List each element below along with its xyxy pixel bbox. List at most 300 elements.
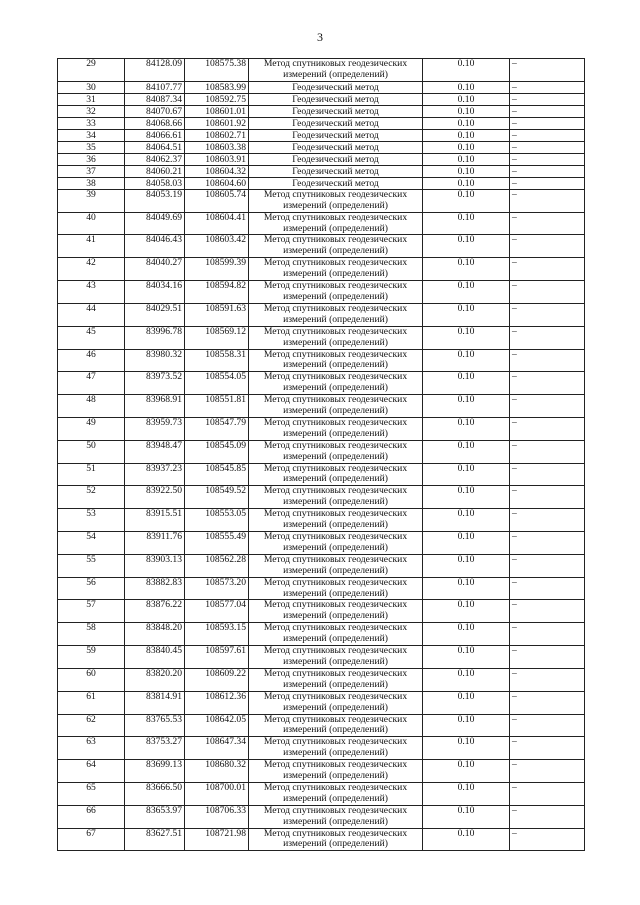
accuracy-cell: 0.10 — [423, 59, 510, 82]
y-coordinate-cell: 108553.05 — [185, 509, 249, 532]
method-line: Метод спутниковых геодезических — [263, 463, 408, 474]
method-line: Метод спутниковых геодезических — [263, 714, 408, 725]
point-number-cell: 54 — [58, 532, 125, 555]
description-cell: – — [510, 372, 585, 395]
x-coordinate-cell: 84066.61 — [125, 129, 185, 141]
description-cell: – — [510, 417, 585, 440]
x-coordinate-cell: 83814.91 — [125, 691, 185, 714]
x-coordinate-cell: 84062.37 — [125, 153, 185, 165]
method-cell — [249, 177, 423, 189]
y-coordinate-cell: 108558.31 — [185, 349, 249, 372]
table-row — [58, 141, 585, 153]
method-cell — [249, 668, 423, 691]
method-cell — [249, 600, 423, 623]
x-coordinate-cell: 83848.20 — [125, 623, 185, 646]
accuracy-cell: 0.10 — [423, 177, 510, 189]
point-number-cell: 47 — [58, 372, 125, 395]
accuracy-cell: 0.10 — [423, 440, 510, 463]
description-cell: – — [510, 828, 585, 851]
point-number-cell: 42 — [58, 258, 125, 281]
method-line: измерений (определений) — [283, 655, 388, 667]
method-cell — [249, 105, 423, 117]
description-cell: – — [510, 463, 585, 486]
x-coordinate-cell: 84064.51 — [125, 141, 185, 153]
point-number-cell: 44 — [58, 303, 125, 326]
y-coordinate-cell: 108599.39 — [185, 258, 249, 281]
method-cell — [249, 212, 423, 235]
table-row — [58, 554, 585, 577]
y-coordinate-cell: 108601.92 — [185, 117, 249, 129]
point-number-cell: 45 — [58, 326, 125, 349]
description-cell: – — [510, 554, 585, 577]
table-row — [58, 509, 585, 532]
accuracy-cell: 0.10 — [423, 372, 510, 395]
table-row — [58, 417, 585, 440]
method-line: измерений (определений) — [283, 610, 388, 622]
accuracy-cell: 0.10 — [423, 93, 510, 105]
method-line: Геодезический метод — [292, 117, 379, 129]
method-line: измерений (определений) — [283, 519, 388, 531]
method-line: измерений (определений) — [283, 815, 388, 827]
x-coordinate-cell: 84070.67 — [125, 105, 185, 117]
point-number-cell: 33 — [58, 117, 125, 129]
table-row — [58, 105, 585, 117]
table-row — [58, 326, 585, 349]
accuracy-cell: 0.10 — [423, 463, 510, 486]
method-line: Метод спутниковых геодезических — [263, 326, 408, 337]
x-coordinate-cell: 83840.45 — [125, 646, 185, 669]
table-row — [58, 349, 585, 372]
point-number-cell: 30 — [58, 81, 125, 93]
x-coordinate-cell: 84058.03 — [125, 177, 185, 189]
accuracy-cell: 0.10 — [423, 509, 510, 532]
method-line: измерений (определений) — [283, 336, 388, 348]
description-cell: – — [510, 189, 585, 212]
table-row — [58, 212, 585, 235]
y-coordinate-cell: 108551.81 — [185, 395, 249, 418]
y-coordinate-cell: 108647.34 — [185, 737, 249, 760]
point-number-cell: 60 — [58, 668, 125, 691]
description-cell: – — [510, 782, 585, 805]
y-coordinate-cell: 108554.05 — [185, 372, 249, 395]
method-line: Метод спутниковых геодезических — [263, 828, 408, 839]
method-line: измерений (определений) — [283, 359, 388, 371]
description-cell: – — [510, 714, 585, 737]
method-line: Геодезический метод — [292, 81, 379, 93]
accuracy-cell: 0.10 — [423, 129, 510, 141]
point-number-cell: 36 — [58, 153, 125, 165]
table-row — [58, 668, 585, 691]
method-line: измерений (определений) — [283, 313, 388, 325]
y-coordinate-cell: 108601.01 — [185, 105, 249, 117]
table-row — [58, 737, 585, 760]
accuracy-cell: 0.10 — [423, 828, 510, 851]
y-coordinate-cell: 108583.99 — [185, 81, 249, 93]
method-cell — [249, 417, 423, 440]
accuracy-cell: 0.10 — [423, 189, 510, 212]
x-coordinate-cell: 84068.66 — [125, 117, 185, 129]
method-line: Метод спутниковых геодезических — [263, 440, 408, 451]
method-cell — [249, 281, 423, 304]
y-coordinate-cell: 108575.38 — [185, 59, 249, 82]
y-coordinate-cell: 108604.32 — [185, 165, 249, 177]
method-line: измерений (определений) — [283, 405, 388, 417]
y-coordinate-cell: 108577.04 — [185, 600, 249, 623]
point-number-cell: 67 — [58, 828, 125, 851]
accuracy-cell: 0.10 — [423, 81, 510, 93]
x-coordinate-cell: 83666.50 — [125, 782, 185, 805]
description-cell: – — [510, 349, 585, 372]
y-coordinate-cell: 108680.32 — [185, 760, 249, 783]
y-coordinate-cell: 108603.42 — [185, 235, 249, 258]
method-line: Геодезический метод — [292, 153, 379, 165]
page-number: 3 — [317, 30, 323, 44]
accuracy-cell: 0.10 — [423, 782, 510, 805]
method-line: измерений (определений) — [283, 701, 388, 713]
description-cell: – — [510, 600, 585, 623]
y-coordinate-cell: 108609.22 — [185, 668, 249, 691]
description-cell: – — [510, 395, 585, 418]
description-cell: – — [510, 258, 585, 281]
method-line: измерений (определений) — [283, 770, 388, 782]
method-line: Геодезический метод — [292, 177, 379, 189]
point-number-cell: 41 — [58, 235, 125, 258]
table-row — [58, 81, 585, 93]
point-number-cell: 35 — [58, 141, 125, 153]
method-line: измерений (определений) — [283, 724, 388, 736]
method-cell — [249, 117, 423, 129]
description-cell: – — [510, 281, 585, 304]
method-line: Метод спутниковых геодезических — [263, 759, 408, 771]
x-coordinate-cell: 83765.53 — [125, 714, 185, 737]
description-cell: – — [510, 623, 585, 646]
accuracy-cell: 0.10 — [423, 303, 510, 326]
y-coordinate-cell: 108721.98 — [185, 828, 249, 851]
method-line: Метод спутниковых геодезических — [263, 349, 408, 360]
x-coordinate-cell: 84060.21 — [125, 165, 185, 177]
x-coordinate-cell: 83959.73 — [125, 417, 185, 440]
description-cell: – — [510, 59, 585, 82]
point-number-cell: 46 — [58, 349, 125, 372]
table-row — [58, 189, 585, 212]
x-coordinate-cell: 83968.91 — [125, 395, 185, 418]
method-line: Метод спутниковых геодезических — [263, 303, 408, 314]
table-row — [58, 303, 585, 326]
method-line: Метод спутниковых геодезических — [263, 691, 408, 702]
accuracy-cell: 0.10 — [423, 141, 510, 153]
method-cell — [249, 737, 423, 760]
accuracy-cell: 0.10 — [423, 668, 510, 691]
accuracy-cell: 0.10 — [423, 165, 510, 177]
table-row — [58, 463, 585, 486]
point-number-cell: 34 — [58, 129, 125, 141]
method-cell — [249, 349, 423, 372]
x-coordinate-cell: 83915.51 — [125, 509, 185, 532]
x-coordinate-cell: 83903.13 — [125, 554, 185, 577]
method-cell — [249, 463, 423, 486]
table-row — [58, 440, 585, 463]
accuracy-cell: 0.10 — [423, 395, 510, 418]
method-line: Метод спутниковых геодезических — [263, 554, 408, 565]
method-line: измерений (определений) — [283, 838, 388, 850]
accuracy-cell: 0.10 — [423, 153, 510, 165]
accuracy-cell: 0.10 — [423, 554, 510, 577]
method-cell — [249, 486, 423, 509]
accuracy-cell: 0.10 — [423, 600, 510, 623]
coordinates-table-body — [58, 59, 585, 851]
point-number-cell: 63 — [58, 737, 125, 760]
method-cell — [249, 81, 423, 93]
x-coordinate-cell: 83876.22 — [125, 600, 185, 623]
method-cell — [249, 303, 423, 326]
accuracy-cell: 0.10 — [423, 105, 510, 117]
method-line: измерений (определений) — [283, 427, 388, 439]
y-coordinate-cell: 108612.36 — [185, 691, 249, 714]
accuracy-cell: 0.10 — [423, 532, 510, 555]
method-cell — [249, 828, 423, 851]
point-number-cell: 61 — [58, 691, 125, 714]
method-cell — [249, 646, 423, 669]
point-number-cell: 59 — [58, 646, 125, 669]
method-line: измерений (определений) — [283, 268, 388, 280]
point-number-cell: 31 — [58, 93, 125, 105]
method-line: Метод спутниковых геодезических — [263, 58, 408, 69]
method-line: измерений (определений) — [283, 199, 388, 211]
table-row — [58, 691, 585, 714]
description-cell: – — [510, 177, 585, 189]
x-coordinate-cell: 83753.27 — [125, 737, 185, 760]
table-row — [58, 153, 585, 165]
table-row — [58, 600, 585, 623]
method-cell — [249, 782, 423, 805]
y-coordinate-cell: 108573.20 — [185, 577, 249, 600]
table-row — [58, 235, 585, 258]
table-row — [58, 258, 585, 281]
table-row — [58, 828, 585, 851]
method-line: Геодезический метод — [292, 129, 379, 141]
y-coordinate-cell: 108642.05 — [185, 714, 249, 737]
y-coordinate-cell: 108547.79 — [185, 417, 249, 440]
x-coordinate-cell: 84046.43 — [125, 235, 185, 258]
description-cell: – — [510, 81, 585, 93]
accuracy-cell: 0.10 — [423, 235, 510, 258]
method-line: измерений (определений) — [283, 747, 388, 759]
method-line: измерений (определений) — [283, 450, 388, 462]
x-coordinate-cell: 84107.77 — [125, 81, 185, 93]
method-cell — [249, 235, 423, 258]
method-cell — [249, 395, 423, 418]
method-cell — [249, 189, 423, 212]
description-cell: – — [510, 212, 585, 235]
method-line: Метод спутниковых геодезических — [263, 394, 408, 406]
point-number-cell: 62 — [58, 714, 125, 737]
x-coordinate-cell: 84034.16 — [125, 281, 185, 304]
y-coordinate-cell: 108597.61 — [185, 646, 249, 669]
x-coordinate-cell: 83627.51 — [125, 828, 185, 851]
description-cell: – — [510, 577, 585, 600]
description-cell: – — [510, 93, 585, 105]
method-line: Метод спутниковых геодезических — [263, 485, 408, 497]
table-row — [58, 281, 585, 304]
description-cell: – — [510, 105, 585, 117]
description-cell: – — [510, 326, 585, 349]
point-number-cell: 57 — [58, 600, 125, 623]
method-cell — [249, 577, 423, 600]
accuracy-cell: 0.10 — [423, 623, 510, 646]
table-row — [58, 532, 585, 555]
table-row — [58, 177, 585, 189]
x-coordinate-cell: 84029.51 — [125, 303, 185, 326]
accuracy-cell: 0.10 — [423, 646, 510, 669]
table-row — [58, 486, 585, 509]
method-line: Метод спутниковых геодезических — [263, 599, 408, 611]
method-cell — [249, 532, 423, 555]
point-number-cell: 40 — [58, 212, 125, 235]
y-coordinate-cell: 108569.12 — [185, 326, 249, 349]
description-cell: – — [510, 165, 585, 177]
accuracy-cell: 0.10 — [423, 760, 510, 783]
description-cell: – — [510, 668, 585, 691]
method-cell — [249, 59, 423, 82]
point-number-cell: 38 — [58, 177, 125, 189]
x-coordinate-cell: 84053.19 — [125, 189, 185, 212]
description-cell: – — [510, 532, 585, 555]
description-cell: – — [510, 486, 585, 509]
method-line: Метод спутниковых геодезических — [263, 234, 408, 246]
method-cell — [249, 153, 423, 165]
table-row — [58, 714, 585, 737]
y-coordinate-cell: 108592.75 — [185, 93, 249, 105]
description-cell: – — [510, 737, 585, 760]
method-line: Метод спутниковых геодезических — [263, 668, 408, 679]
method-line: измерений (определений) — [283, 792, 388, 804]
y-coordinate-cell: 108603.38 — [185, 141, 249, 153]
y-coordinate-cell: 108604.60 — [185, 177, 249, 189]
method-line: измерений (определений) — [283, 633, 388, 645]
method-line: измерений (определений) — [283, 473, 388, 485]
method-cell — [249, 165, 423, 177]
point-number-cell: 29 — [58, 59, 125, 82]
method-cell — [249, 258, 423, 281]
table-row — [58, 59, 585, 82]
accuracy-cell: 0.10 — [423, 805, 510, 828]
description-cell: – — [510, 760, 585, 783]
method-cell — [249, 326, 423, 349]
y-coordinate-cell: 108605.74 — [185, 189, 249, 212]
method-cell — [249, 554, 423, 577]
accuracy-cell: 0.10 — [423, 212, 510, 235]
method-line: Метод спутниковых геодезических — [263, 531, 408, 542]
description-cell: – — [510, 440, 585, 463]
accuracy-cell: 0.10 — [423, 417, 510, 440]
accuracy-cell: 0.10 — [423, 281, 510, 304]
table-row — [58, 623, 585, 646]
method-cell — [249, 93, 423, 105]
point-number-cell: 39 — [58, 189, 125, 212]
x-coordinate-cell: 84049.69 — [125, 212, 185, 235]
method-line: измерений (определений) — [283, 222, 388, 234]
method-line: Метод спутниковых геодезических — [263, 782, 408, 793]
point-number-cell: 48 — [58, 395, 125, 418]
accuracy-cell: 0.10 — [423, 117, 510, 129]
x-coordinate-cell: 83820.20 — [125, 668, 185, 691]
method-cell — [249, 440, 423, 463]
method-cell — [249, 129, 423, 141]
table-row — [58, 805, 585, 828]
description-cell: – — [510, 509, 585, 532]
x-coordinate-cell: 83922.50 — [125, 486, 185, 509]
accuracy-cell: 0.10 — [423, 258, 510, 281]
point-number-cell: 51 — [58, 463, 125, 486]
point-number-cell: 65 — [58, 782, 125, 805]
description-cell: – — [510, 153, 585, 165]
description-cell: – — [510, 141, 585, 153]
y-coordinate-cell: 108603.91 — [185, 153, 249, 165]
method-line: измерений (определений) — [283, 68, 388, 80]
accuracy-cell: 0.10 — [423, 486, 510, 509]
accuracy-cell: 0.10 — [423, 737, 510, 760]
method-line: Метод спутниковых геодезических — [263, 280, 408, 292]
method-line: Метод спутниковых геодезических — [263, 257, 408, 269]
accuracy-cell: 0.10 — [423, 714, 510, 737]
method-line: Метод спутниковых геодезических — [263, 189, 408, 200]
y-coordinate-cell: 108591.63 — [185, 303, 249, 326]
method-line: Метод спутниковых геодезических — [263, 622, 408, 634]
point-number-cell: 52 — [58, 486, 125, 509]
x-coordinate-cell: 83980.32 — [125, 349, 185, 372]
accuracy-cell: 0.10 — [423, 326, 510, 349]
description-cell: – — [510, 691, 585, 714]
table-row — [58, 117, 585, 129]
y-coordinate-cell: 108555.49 — [185, 532, 249, 555]
coordinates-table — [57, 58, 585, 851]
method-line: Метод спутниковых геодезических — [263, 577, 408, 588]
y-coordinate-cell: 108602.71 — [185, 129, 249, 141]
accuracy-cell: 0.10 — [423, 577, 510, 600]
method-cell — [249, 623, 423, 646]
table-row — [58, 395, 585, 418]
x-coordinate-cell: 83948.47 — [125, 440, 185, 463]
point-number-cell: 55 — [58, 554, 125, 577]
method-cell — [249, 509, 423, 532]
description-cell: – — [510, 129, 585, 141]
method-line: измерений (определений) — [283, 541, 388, 553]
table-row — [58, 129, 585, 141]
method-line: измерений (определений) — [283, 290, 388, 302]
method-line: Метод спутниковых геодезических — [263, 417, 408, 428]
accuracy-cell: 0.10 — [423, 349, 510, 372]
method-cell — [249, 141, 423, 153]
method-cell — [249, 760, 423, 783]
description-cell: – — [510, 805, 585, 828]
x-coordinate-cell: 84128.09 — [125, 59, 185, 82]
method-line: Метод спутниковых геодезических — [263, 736, 408, 748]
description-cell: – — [510, 303, 585, 326]
point-number-cell: 49 — [58, 417, 125, 440]
table-row — [58, 165, 585, 177]
point-number-cell: 53 — [58, 509, 125, 532]
x-coordinate-cell: 83699.13 — [125, 760, 185, 783]
method-cell — [249, 805, 423, 828]
method-line: Метод спутниковых геодезических — [263, 371, 408, 383]
point-number-cell: 58 — [58, 623, 125, 646]
y-coordinate-cell: 108549.52 — [185, 486, 249, 509]
method-line: измерений (определений) — [283, 382, 388, 394]
method-line: измерений (определений) — [283, 564, 388, 576]
description-cell: – — [510, 646, 585, 669]
y-coordinate-cell: 108562.28 — [185, 554, 249, 577]
accuracy-cell: 0.10 — [423, 691, 510, 714]
